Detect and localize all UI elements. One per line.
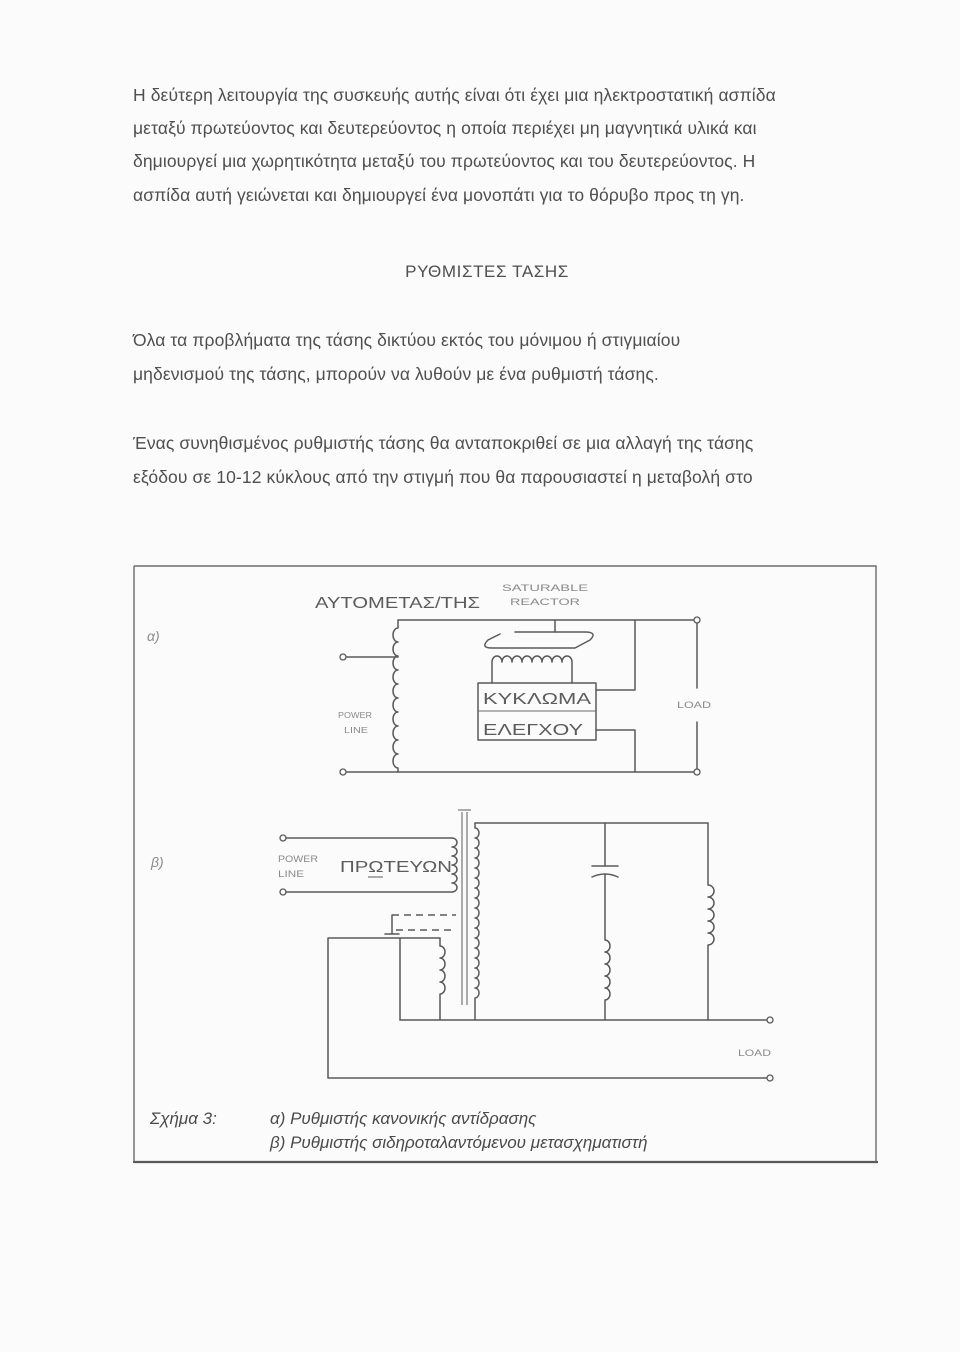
figure-caption-number: Σχήμα 3: (150, 1109, 217, 1128)
control-circuit-label-line-1: ΚΥΚΛΩΜΑ (483, 691, 592, 708)
panel-a-line-label: LINE (344, 726, 368, 735)
saturable-reactor-label-line-1: SATURABLE (502, 583, 588, 593)
panel-a-power-label: POWER (338, 711, 373, 720)
primary-coil (452, 838, 457, 892)
panel-a-label: α) (147, 628, 160, 644)
saturable-reactor-core (485, 632, 593, 648)
panel-b-output-terminal-top (767, 1017, 773, 1023)
output-inductor-coil (708, 823, 714, 1020)
panel-a-input-terminal-bottom (340, 769, 346, 775)
paragraph-2-line-2: μηδενισμού της τάσης, μπορούν να λυθούν με ένα ρυθμιστή τάσης. (133, 364, 659, 384)
panel-b-label: β) (151, 854, 164, 870)
panel-a-input-terminal-top (340, 654, 346, 660)
saturable-reactor-label-line-2: REACTOR (510, 597, 581, 607)
resonant-branch-coil (605, 874, 610, 1020)
panel-a-output-terminal-top (694, 617, 700, 623)
paragraph-1-line-3: δημιουργεί μια χωρητικότητα μεταξύ του πρωτεύοντος και του δευτερεύοντος. Η (133, 151, 756, 171)
paragraph-3-line-1: Ένας συνηθισμένος ρυθμιστής τάσης θα ανταποκριθεί σε μια αλλαγή της τάσης (133, 433, 754, 453)
paragraph-1-line-4: ασπίδα αυτή γειώνεται και δημιουργεί ένα μονοπάτι για το θόρυβο προς τη γη. (133, 185, 745, 205)
control-circuit-label-line-2: ΕΛΕΓΧΟΥ (483, 722, 584, 739)
primary-winding-label: ΠΡΩΤΕΥΩΝ (340, 859, 452, 876)
autotransformer-label: ΑΥΤΟΜΕΤΑΣ/ΤΗΣ (315, 595, 481, 612)
saturable-reactor-coil (492, 656, 572, 683)
secondary-coil (475, 823, 479, 1020)
panel-b-output-terminal-bottom (767, 1075, 773, 1081)
compensating-loop (328, 938, 767, 1078)
control-sense-line-top (596, 620, 635, 690)
section-heading: ΡΥΘΜΙΣΤΕΣ ΤΑΣΗΣ (405, 262, 569, 281)
autotransformer-coil (393, 620, 398, 772)
panel-b-power-label: POWER (278, 854, 319, 864)
panel-b-input-terminal-top (280, 835, 286, 841)
control-sense-line-bottom (596, 730, 635, 772)
compensating-coil (440, 938, 445, 1020)
figure-caption-item-b: β) Ρυθμιστής σιδηροταλαντόμενου μετασχηματιστή (270, 1133, 648, 1152)
panel-b-input-terminal-bottom (280, 889, 286, 895)
paragraph-2-line-1: Όλα τα προβλήματα της τάσης δικτύου εκτός του μόνιμου ή στιγμιαίου (133, 330, 681, 350)
panel-a-load-label: LOAD (677, 700, 712, 710)
figure-caption-item-a: α) Ρυθμιστής κανονικής αντίδρασης (270, 1109, 537, 1128)
figure-frame-top-right (134, 566, 876, 1162)
panel-b-load-label: LOAD (738, 1048, 772, 1058)
paragraph-3-line-2: εξόδου σε 10-12 κύκλους από την στιγμή που θα παρουσιαστεί η μεταβολή στο (133, 467, 753, 487)
panel-b-line-label: LINE (278, 869, 304, 879)
regulator-circuit-figure (133, 565, 878, 1167)
panel-a-output-terminal-bottom (694, 769, 700, 775)
paragraph-1-line-2: μεταξύ πρωτεύοντος και δευτερεύοντος η οποία περιέχει μη μαγνητικά υλικά και (133, 118, 757, 138)
paragraph-1-line-1: Η δεύτερη λειτουργία της συσκευής αυτής είναι ότι έχει μια ηλεκτροστατική ασπίδα (133, 85, 776, 105)
